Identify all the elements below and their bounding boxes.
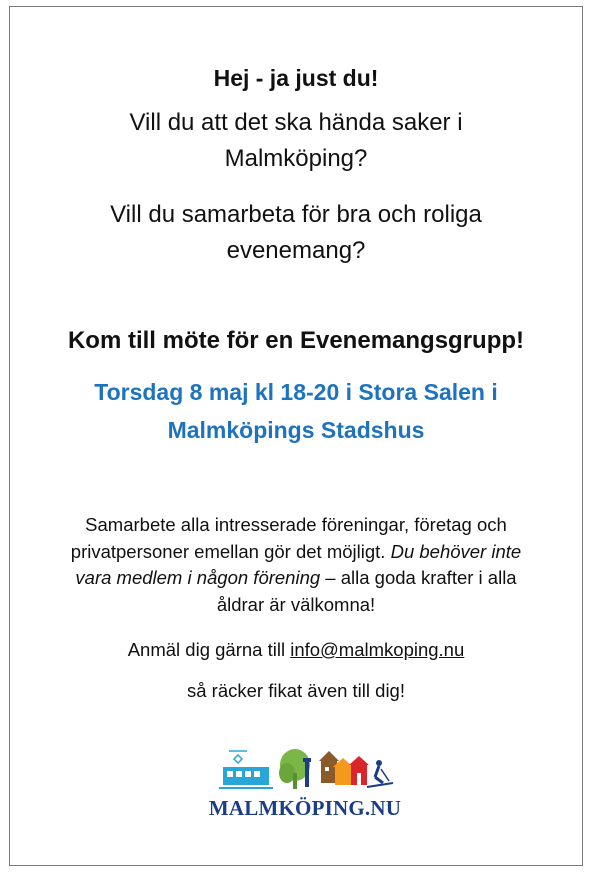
fika-text: så räcker fikat även till dig! bbox=[187, 680, 405, 701]
tree-icon bbox=[279, 749, 311, 789]
house-icon bbox=[319, 751, 369, 785]
question-collaborate bbox=[10, 197, 582, 269]
signup-prefix: Anmäl dig gärna till bbox=[127, 639, 291, 660]
event-details-line1: Torsdag 8 maj kl 18-20 i Stora Salen i bbox=[94, 379, 498, 405]
meeting-headline: Kom till möte för en Evenemangsgrupp! bbox=[67, 327, 525, 354]
malmkoping-logo bbox=[200, 747, 410, 827]
email-link[interactable]: info@malmkoping.nu bbox=[290, 639, 465, 660]
question-events bbox=[10, 105, 582, 177]
question-collaborate-line1: Vill du samarbeta för bra och roliga bbox=[110, 201, 482, 228]
body-line3-plain: – alla goda krafter i alla bbox=[320, 567, 517, 588]
body-line2-italic: Du behöver inte bbox=[390, 540, 522, 562]
greeting-heading: Hej - ja just du! bbox=[213, 65, 379, 91]
signup-text bbox=[10, 639, 582, 661]
logo-wordmark: MALMKÖPING.NU bbox=[208, 796, 402, 820]
poster-page bbox=[9, 6, 583, 866]
question-events-line1: Vill du att det ska hända saker i bbox=[129, 109, 463, 136]
question-events-line2: Malmköping? bbox=[224, 145, 368, 172]
body-line3-italic: vara medlem i någon förening bbox=[75, 567, 321, 588]
body-line3 bbox=[10, 565, 582, 592]
question-collaborate-line2: evenemang? bbox=[226, 237, 366, 264]
event-details bbox=[10, 373, 582, 449]
body-line2 bbox=[10, 539, 582, 566]
body-line4: åldrar är välkomna! bbox=[216, 593, 376, 615]
body-line2-plain: privatpersoner emellan gör det möjligt. bbox=[70, 540, 391, 562]
body-text bbox=[10, 512, 582, 618]
logo-illustration bbox=[215, 747, 395, 797]
skier-icon bbox=[367, 760, 393, 787]
body-line1: Samarbete alla intresserade föreningar, företag och bbox=[85, 514, 507, 535]
tram-icon bbox=[219, 751, 273, 788]
event-details-line2: Malmköpings Stadshus bbox=[167, 417, 425, 443]
